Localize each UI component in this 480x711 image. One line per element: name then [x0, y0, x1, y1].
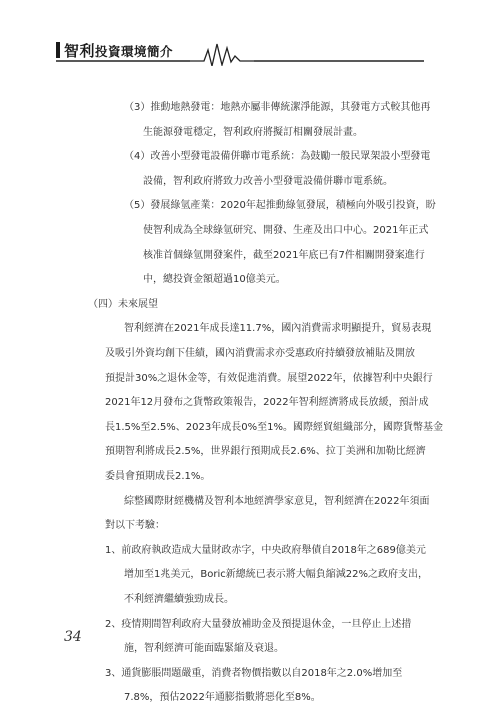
text-line: （4）改善小型發電設備併聯市電系統：為鼓勵一般民眾架設小型發電 — [124, 151, 431, 163]
page-number: 34 — [64, 629, 82, 645]
text-line: （3）推動地熱發電：地熱亦屬非傳統潔淨能源，其發電方式較其他再 — [124, 102, 431, 113]
text-line: 核准首個綠氫開發案件，截至2021年底已有7件相關開發案進行 — [143, 249, 425, 261]
text-line: 預提計30%之退休金等，有效促進消費。展望2022年，依據智利中央銀行 — [105, 372, 433, 384]
text-line: 預期智利將成長2.5%，世界銀行預期成長2.6%、拉丁美洲和加勒比經濟 — [105, 446, 426, 458]
text-line: 不利經濟繼續強勁成長。 — [124, 594, 234, 605]
heartbeat-line-icon — [190, 44, 254, 66]
text-line: 中，總投資金額超過10億美元。 — [143, 274, 286, 286]
header-title-main: 智利 — [64, 42, 96, 60]
running-header — [0, 38, 480, 66]
list-item-line: 3、通貨膨脹問題嚴重，消費者物價指數以自2018年之2.0%增加至 — [105, 667, 403, 679]
text-line: 使智利成為全球綠氫研究、開發、生產及出口中心。2021年正式 — [143, 225, 429, 236]
text-line: 7.8%，預估2022年通膨指數將惡化至8%。 — [124, 692, 321, 704]
text-line: 綜整國際財經機構及智利本地經濟學家意見，智利經濟在2022年須面 — [124, 495, 430, 507]
text-line: 委員會預期成長2.1%。 — [105, 471, 211, 482]
text-line: 智利經濟在2021年成長達11.7%，國內消費需求明顯提升，貿易表現 — [124, 323, 432, 335]
list-item-line: 1、前政府執政造成大量財政赤字，中央政府舉債自2018年之689億美元 — [105, 544, 426, 556]
section-heading: （四）未來展望 — [88, 298, 158, 310]
list-item-line: 2、疫情期間智利政府大量發放補助金及預提退休金，一旦停止上述措 — [105, 618, 412, 630]
text-line: 增加至1兆美元，Boric新總統已表示將大幅負縮減22%之政府支出， — [124, 569, 428, 581]
text-line: 及吸引外資均創下佳績，國內消費需求亦受惠政府持續發放補貼及開放 — [105, 348, 415, 359]
text-line: 設備，智利政府將致力改善小型發電設備併聯市電系統。 — [143, 175, 393, 187]
header-title-sub: 投資環境簡介 — [95, 44, 174, 59]
text-line: 長1.5%至2.5%、2023年成長0%至1%。國際經貿組織部分，國際貨幣基金 — [105, 421, 443, 433]
text-line: 生能源發電穩定，智利政府將擬訂相關發展計畫。 — [143, 126, 363, 138]
text-line: 對以下考驗： — [105, 520, 165, 532]
text-line: 施，智利經濟可能面臨緊縮及衰退。 — [124, 643, 284, 655]
text-line: 2021年12月發布之貨幣政策報告，2022年智利經濟將成長放緩，預計成 — [105, 397, 429, 409]
header-title — [64, 40, 173, 61]
text-line: （5）發展綠氫產業：2020年起推動綠氫發展，積極向外吸引投資，盼 — [124, 200, 436, 212]
